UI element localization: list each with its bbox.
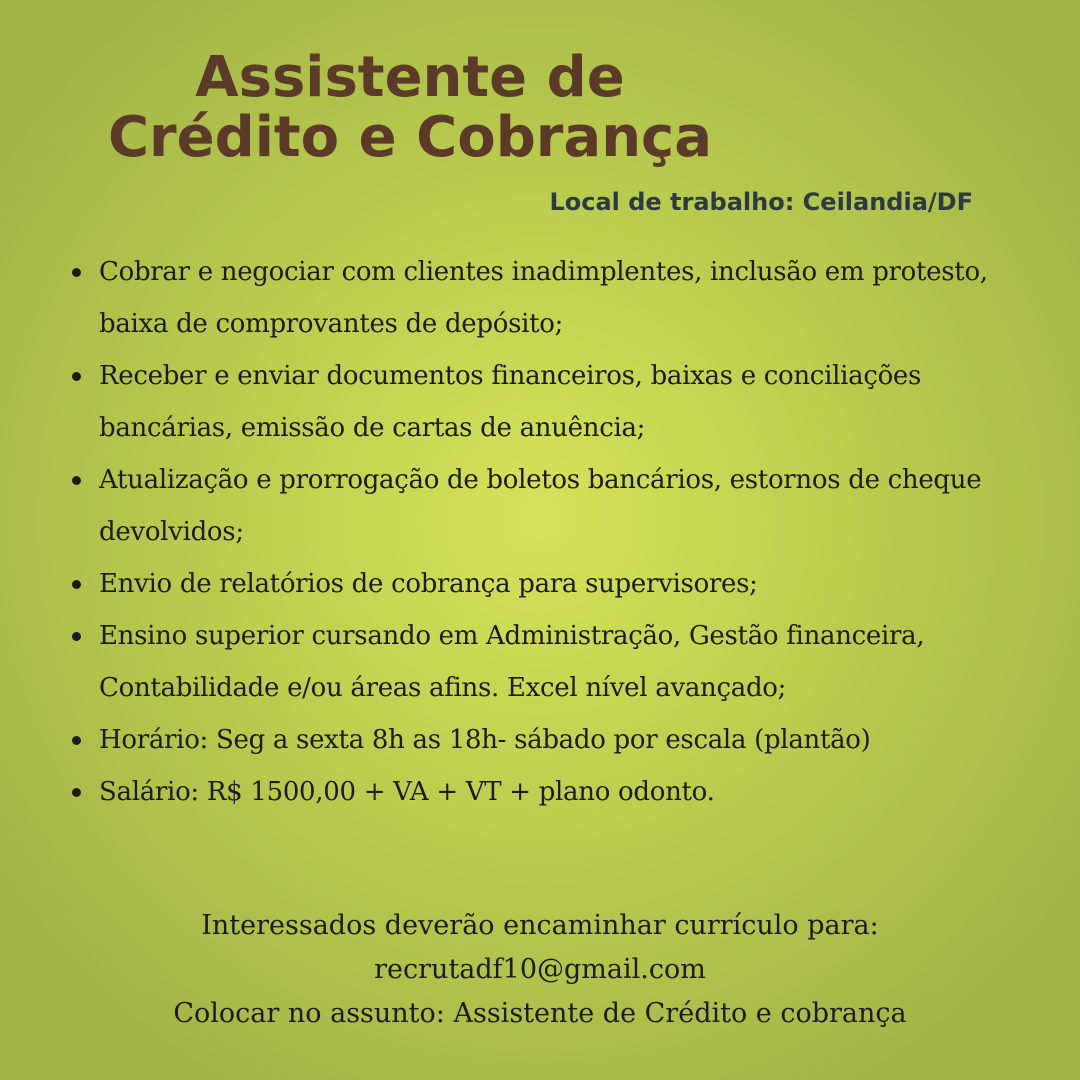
application-instructions (0, 904, 1080, 1036)
apply-instruction: Interessados deverão encaminhar currículo para: (201, 910, 879, 941)
list-item-text: Salário: R$ 1500,00 + VA + VT + plano odonto. (99, 777, 715, 807)
list-item (72, 558, 1017, 610)
job-title-line-1: Assistente de (195, 45, 625, 110)
subject-instruction: Colocar no assunto: Assistente de Crédito e cobrança (173, 998, 907, 1029)
bullet-icon (72, 788, 81, 797)
bullet-icon (72, 580, 81, 589)
job-details-list (72, 246, 1017, 818)
job-title-line-2: Crédito e Cobrança (107, 105, 713, 170)
list-item-text: Receber e enviar documentos financeiros, baixas e conciliações bancárias, emissão de cartas de anuência; (99, 361, 922, 443)
bullet-icon (72, 632, 81, 641)
bullet-icon (72, 736, 81, 745)
bullet-icon (72, 476, 81, 485)
list-item-text: Ensino superior cursando em Administração, Gestão financeira, Contabilidade e/ou áreas afins. Excel nível avançado; (99, 621, 925, 703)
list-item (72, 766, 1017, 818)
list-item-text: Atualização e prorrogação de boletos bancários, estornos de cheque devolvidos; (99, 465, 982, 547)
list-item (72, 454, 1017, 558)
bullet-icon (72, 268, 81, 277)
list-item (72, 714, 1017, 766)
list-item (72, 610, 1017, 714)
list-item-text: Envio de relatórios de cobrança para supervisores; (99, 569, 758, 599)
work-location: Local de trabalho: Ceilandia/DF (549, 188, 973, 216)
job-title (0, 45, 820, 170)
contact-email: recrutadf10@gmail.com (374, 954, 706, 985)
list-item-text: Horário: Seg a sexta 8h as 18h- sábado por escala (plantão) (99, 725, 871, 755)
list-item-text: Cobrar e negociar com clientes inadimplentes, inclusão em protesto, baixa de comprovantes de depósito; (99, 257, 988, 339)
bullet-icon (72, 372, 81, 381)
list-item (72, 350, 1017, 454)
list-item (72, 246, 1017, 350)
